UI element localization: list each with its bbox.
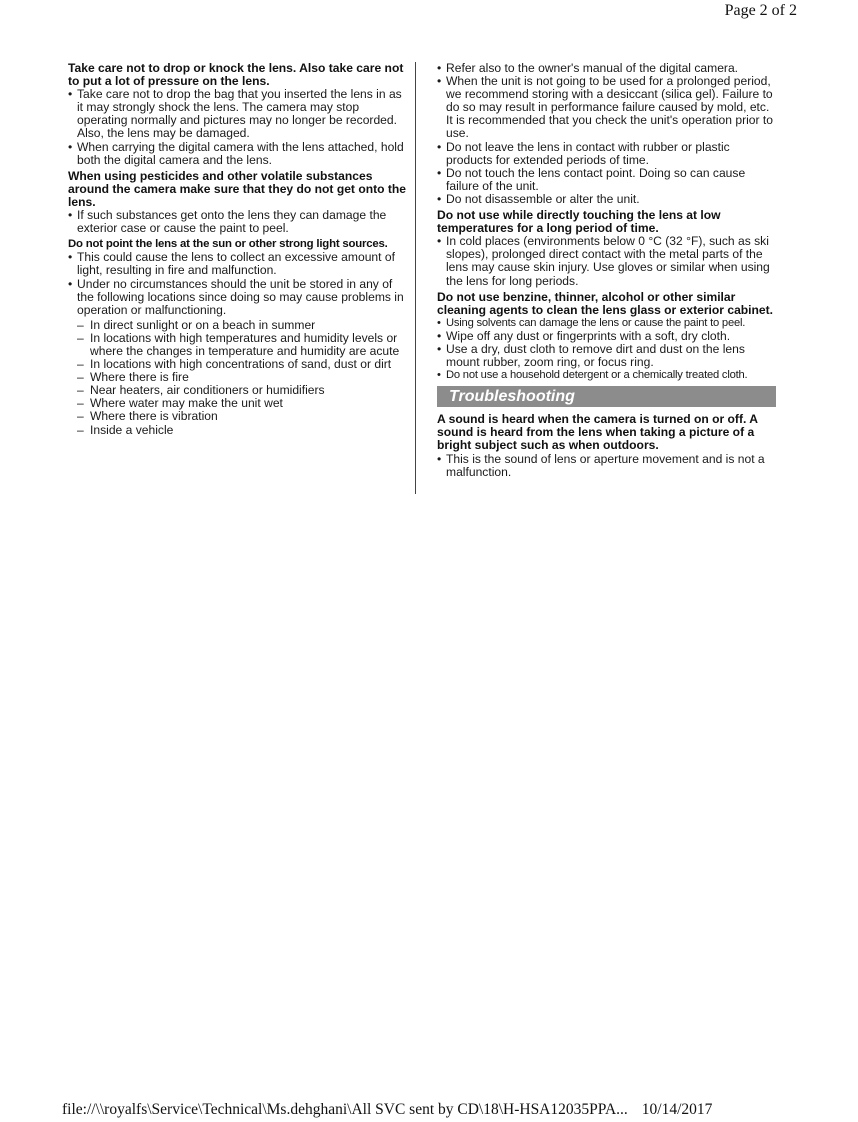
section-heading: A sound is heard when the camera is turned on or off. A sound is heard from the lens when taking a picture of a bright subject such as when outdoors. xyxy=(437,412,758,453)
bullet-item: • When carrying the digital camera with the lens attached, hold both the digital camera and the lens. xyxy=(68,141,408,167)
dash-item: – Inside a vehicle xyxy=(68,424,408,437)
right-column xyxy=(437,62,779,482)
bullet-item: • Wipe off any dust or fingerprints with a soft, dry cloth. xyxy=(437,330,779,343)
dash-item: – Where there is vibration xyxy=(68,410,408,423)
bullet-item: • Do not use a household detergent or a chemically treated cloth. xyxy=(437,369,779,382)
bullet-item: • Do not touch the lens contact point. Doing so can cause failure of the unit. xyxy=(437,167,779,193)
bullet-item: • Use a dry, dust cloth to remove dirt and dust on the lens mount rubber, zoom ring, or focus ring. xyxy=(437,343,779,369)
section-cleaning xyxy=(437,291,779,383)
bullet-item: • If such substances get onto the lens they can damage the exterior case or cause the paint to peel. xyxy=(68,209,408,235)
bullet-item: • In cold places (environments below 0 °C (32 °F), such as ski slopes), prolonged direct contact with the metal parts of the lens may cause skin injury. Use gloves or similar when using the lens for long periods. xyxy=(437,235,779,287)
section-heading: Do not point the lens at the sun or other strong light sources. xyxy=(68,238,388,251)
section-drop-lens xyxy=(68,62,408,167)
page-number: Page 2 of 2 xyxy=(724,2,797,19)
bullet-list xyxy=(437,453,779,479)
file-path: file://\\royalfs\Service\Technical\Ms.dehghani\All SVC sent by CD\18\H-HSA12035PPA... xyxy=(62,1101,628,1118)
bullet-item: • Under no circumstances should the unit be stored in any of the following locations since doing so may cause problems in operation or malfunctioning. xyxy=(68,278,408,317)
bullet-item: • This could cause the lens to collect an excessive amount of light, resulting in fire and malfunction. xyxy=(68,251,408,277)
section-sun xyxy=(68,238,408,436)
section-heading: When using pesticides and other volatile substances around the camera make sure that they do not get onto the lens. xyxy=(68,168,407,209)
bullet-list xyxy=(68,251,408,316)
print-date: 10/14/2017 xyxy=(641,1101,713,1118)
section-troubleshooting xyxy=(437,413,779,478)
dash-item: – Where water may make the unit wet xyxy=(68,397,408,410)
dash-item: – In direct sunlight or on a beach in summer xyxy=(68,319,408,332)
dash-item: – In locations with high temperatures and humidity levels or where the changes in temperature and humidity are acute xyxy=(68,332,408,358)
left-column xyxy=(68,62,408,440)
column-divider xyxy=(415,62,416,494)
bullet-list xyxy=(68,88,408,167)
bullet-list xyxy=(437,235,779,287)
troubleshooting-banner: Troubleshooting xyxy=(437,386,776,407)
dash-item: – Near heaters, air conditioners or humidifiers xyxy=(68,384,408,397)
section-low-temperatures xyxy=(437,209,779,288)
bullet-item: • This is the sound of lens or aperture movement and is not a malfunction. xyxy=(437,453,779,479)
page-footer xyxy=(62,1101,712,1119)
storage-locations-list xyxy=(68,319,408,437)
bullet-item: • When the unit is not going to be used for a prolonged period, we recommend storing with a desiccant (silica gel). Failure to do so may result in performance failure caused by mold, etc. It is recommended that you check the unit's operation prior to use. xyxy=(437,75,779,140)
section-pesticides xyxy=(68,170,408,235)
bullet-item: • Do not disassemble or alter the unit. xyxy=(437,193,779,206)
dash-item: – Where there is fire xyxy=(68,371,408,384)
bullet-item: • Take care not to drop the bag that you inserted the lens in as it may strongly shock the lens. The camera may stop operating normally and pictures may no longer be recorded. Also, the lens may be damaged. xyxy=(68,88,408,140)
bullet-list xyxy=(437,62,779,206)
section-heading: Do not use while directly touching the lens at low temperatures for a long period of time. xyxy=(437,208,721,236)
bullet-list xyxy=(437,317,779,382)
section-heading: Take care not to drop or knock the lens. Also take care not to put a lot of pressure on the lens. xyxy=(68,61,404,89)
dash-item: – In locations with high concentrations of sand, dust or dirt xyxy=(68,358,408,371)
section-heading: Do not use benzine, thinner, alcohol or other similar cleaning agents to clean the lens glass or exterior cabinet. xyxy=(437,289,774,317)
bullet-item: • Do not leave the lens in contact with rubber or plastic products for extended periods of time. xyxy=(437,141,779,167)
section-general-care xyxy=(437,62,779,206)
bullet-item: • Using solvents can damage the lens or cause the paint to peel. xyxy=(437,317,779,330)
bullet-item: • Refer also to the owner's manual of the digital camera. xyxy=(437,62,779,75)
bullet-list xyxy=(68,209,408,235)
